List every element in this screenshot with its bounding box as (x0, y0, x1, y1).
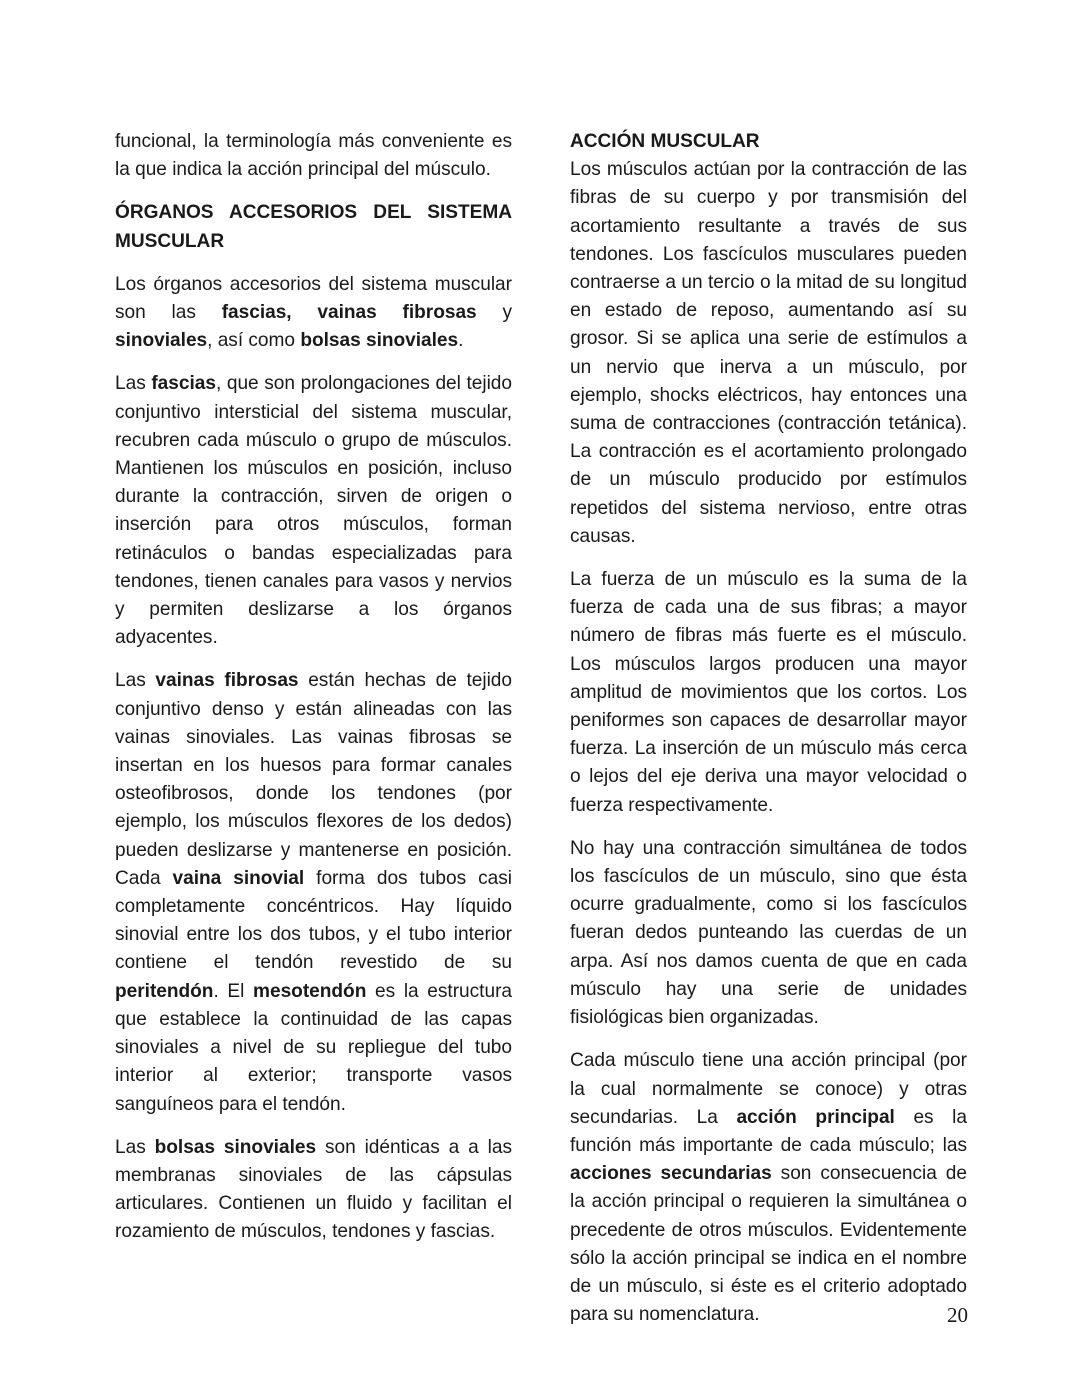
heading-organos-accesorios: ÓRGANOS ACCESORIOS DEL SISTEMA MUSCULAR (115, 202, 512, 252)
bold-term: bolsas sinoviales (154, 1136, 317, 1158)
paragraph-accion-muscular-intro: Los músculos actúan por la contracción de las fibras de su cuerpo y por transmisión del acortamiento resultante a través de sus tendones. Los fascículos musculares pueden contraerse a un tercio o la mitad de su longitud en estado de reposo, aumentando así su grosor. Si se aplica una serie de estímulos a un nervio que inerva a un músculo, por ejemplo, shocks eléctricos, hay entonces una suma de contracciones (contracción tetánica). La contracción es el acortamiento prolongado de un músculo producido por estímulos repetidos del sistema nervioso, entre otras causas. (570, 159, 967, 547)
paragraph-bolsas-sinoviales (115, 1134, 512, 1247)
bold-term: vainas fibrosas (155, 670, 299, 692)
paragraph-contraccion-simultanea: No hay una contracción simultánea de todos los fascículos de un músculo, sino que ésta ocurre gradualmente, como si los fascículos fueran dedos punteando las cuerdas de un arpa. Así nos damos cuenta de que en cada músculo hay una serie de unidades fisiológicas bien organizadas. (570, 837, 967, 1029)
text-run: Las (115, 1136, 155, 1158)
bold-term: mesotendón (253, 980, 367, 1002)
text-run: son consecuencia de la acción principal o requieren la simultánea o precedente de otros músculos. Evidentemente sólo la acción principal se indica en el nombre de un músculo, si éste es el criterio adoptado para su nomenclatura. (570, 1163, 967, 1326)
text-run: es la estructura que establece la continuidad de las capas sinoviales a nivel de su repliegue del tubo interior al exterior; transporte vasos sanguíneos para el tendón. (115, 980, 513, 1115)
text-run: y (476, 302, 512, 324)
two-column-text-body (115, 128, 968, 1329)
text-run: Los órganos accesorios del sistema muscular son las (115, 273, 512, 324)
text-run: Las (115, 670, 156, 692)
bold-term: acción principal (736, 1106, 895, 1128)
text-run: , que son prolongaciones del tejido conjuntivo intersticial del sistema muscular, recubren cada músculo o grupo de músculos. Mantienen los músculos en posición, incluso durante la contracción, sirven de origen o inserción para otros músculos, forman retináculos o bandas especializadas para tendones, tienen canales para vasos y nervios y permiten deslizarse a los órganos adyacentes. (115, 373, 513, 649)
bold-term: fascias (151, 373, 216, 395)
bold-term: bolsas sinoviales (300, 330, 459, 352)
text-run: forma dos tubos casi completamente concéntricos. Hay líquido sinovial entre los dos tubos, y el tubo interior contiene el tendón revestido de su (115, 867, 512, 974)
bold-term: sinoviales (115, 330, 208, 352)
text-run: . (458, 330, 464, 352)
paragraph-fascias (115, 370, 512, 652)
bold-term: acciones secundarias (570, 1163, 772, 1185)
text-run: Cada músculo tiene una acción principal (por la cual normalmente se conoce) y otras secundarias. La (570, 1050, 967, 1128)
bold-term: peritendón (115, 980, 214, 1002)
paragraph-accion-principal (570, 1047, 967, 1329)
text-run: están hechas de tejido conjuntivo denso y están alineadas con las vainas sinoviales. Las vainas fibrosas se insertan en los huesos para formar canales osteofibrosos, donde los tendones (por ejemplo, los músculos flexores de los dedos) pueden deslizarse y mantenerse en posición. Cada (115, 670, 512, 889)
text-run: son idénticas a a las membranas sinoviales de las cápsulas articulares. Contienen un fluido y facilitan el rozamiento de músculos, tendones y fascias. (115, 1136, 513, 1243)
left-column (115, 128, 512, 1247)
paragraph-organos-accesorios (115, 271, 512, 356)
bold-term: vaina sinovial (172, 867, 305, 889)
paragraph-vainas-fibrosas (115, 667, 512, 1118)
right-column (570, 128, 967, 1329)
bold-term: fascias, vainas fibrosas (221, 302, 477, 324)
page-number: 20 (947, 1303, 968, 1327)
paragraph-funcional-terminologia: funcional, la terminología más conveniente es la que indica la acción principal del músculo. (115, 131, 512, 181)
heading-accion-muscular: ACCIÓN MUSCULAR (570, 131, 760, 152)
paragraph-fuerza-musculo: La fuerza de un músculo es la suma de la fuerza de cada una de sus fibras; a mayor número de fibras más fuerte es el músculo. Los músculos largos producen una mayor amplitud de movimientos que los cortos. Los peniformes son capaces de desarrollar mayor fuerza. La inserción de un músculo más cerca o lejos del eje deriva una mayor velocidad o fuerza respectivamente. (570, 569, 967, 816)
text-run: es la función más importante de cada músculo; las (570, 1106, 967, 1156)
text-run: Las (115, 373, 152, 395)
text-run: . El (213, 980, 254, 1002)
text-run: , así como (207, 330, 301, 352)
